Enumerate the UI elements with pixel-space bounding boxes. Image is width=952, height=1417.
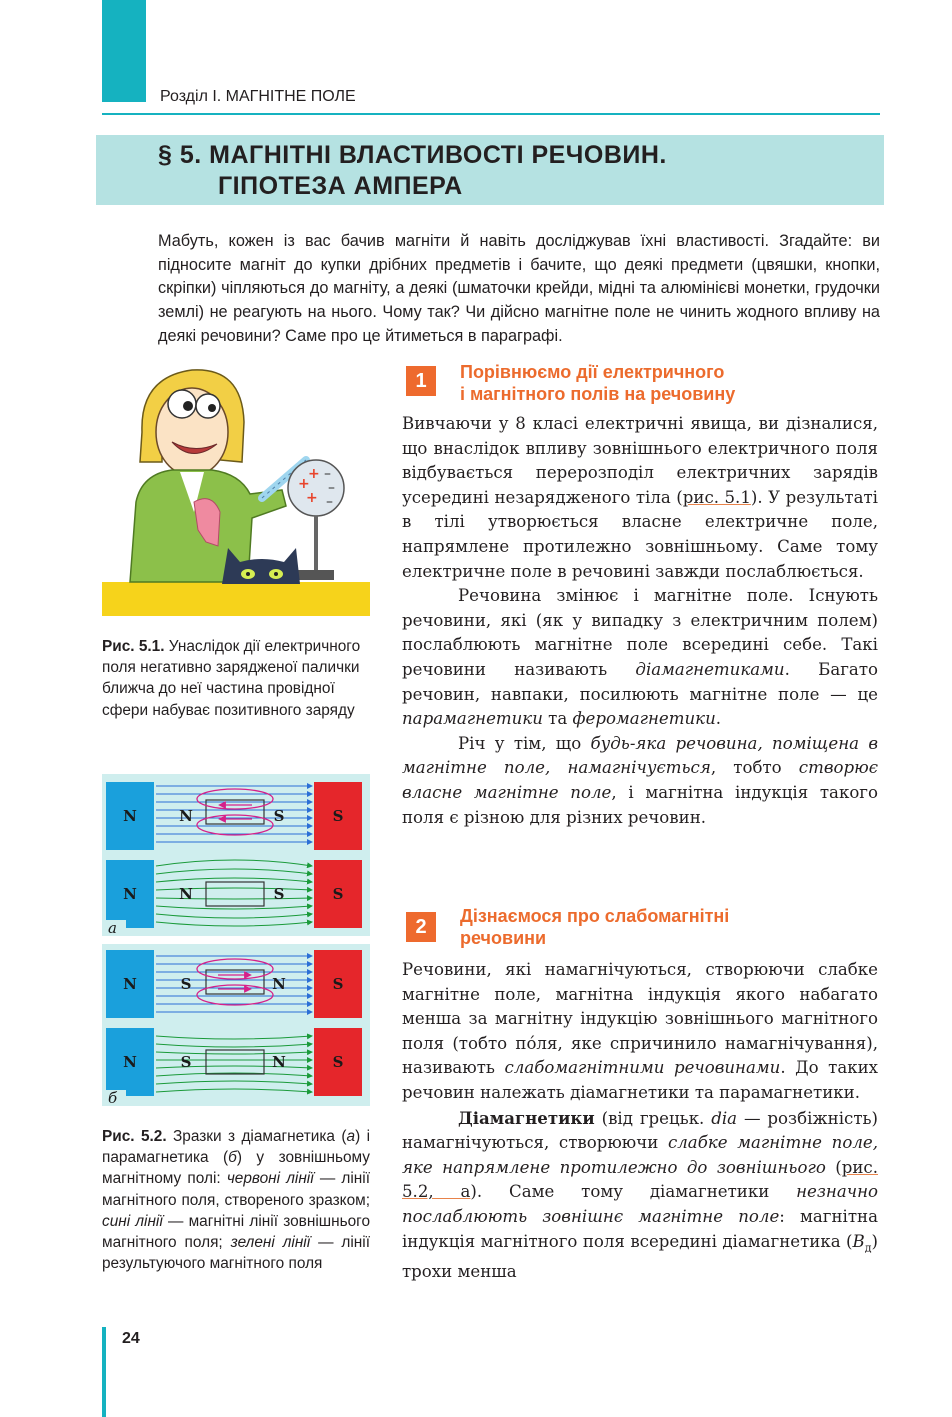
fig-5-1-illustration: [102, 362, 370, 616]
section-1-paragraph-2: Речовина змінює і магнітне поле. Існують речовини, які (як у випадку з електричним полем) послаблюють магнітне поле всередині себе. Такі речовини називають діамагнетиками. Багато речовин, навпаки, посилюють магнітне поле — це парамагнетики та феромагнетики.: [402, 586, 878, 729]
sample-label-s: S: [273, 885, 285, 903]
section-1-paragraph-1: Вивчаючи у 8 класі електричні явища, ви дізналися, що внаслідок впливу зовнішнього електричного поля відбувається перерозподіл електричних зарядів усередині незарядженого тіла (рис. 5.1). У результаті в тілі утворюється власне електричне поле, напрямлене протилежно зовнішньому. Саме тому електричне поле в речовині завжди послаблюється.: [402, 414, 878, 581]
chapter-header: Розділ І. МАГНІТНЕ ПОЛЕ: [160, 88, 356, 105]
fig-5-2-reference-link[interactable]: рис. 5.2, а: [402, 1157, 878, 1202]
panel-a-label: а: [108, 919, 117, 937]
section-1-title: Порівнюємо дії електричного і магнітного полів на речовину: [460, 362, 736, 404]
svg-text:+: +: [308, 466, 320, 482]
magnet-label-s: S: [332, 885, 344, 903]
fig-5-1-caption: [102, 636, 370, 721]
chapter-tab: [102, 0, 146, 102]
fig-5-1-reference-link[interactable]: рис. 5.1: [682, 487, 751, 507]
fig-5-2-caption: Рис. 5.2. Зразки з діамагнетика (а) і парамагнетика (б) у зовнішньому магнітному полі: червоні лінії — лінії магнітного поля, створеного зразком; сині лінії — магнітні лінії зовнішнього магнітного поля; зелені лінії — лінії результуючого магнітного поля: [102, 1128, 371, 1273]
magnet-label-s: S: [332, 807, 344, 825]
sample-label-n: N: [272, 1053, 286, 1071]
page-number-bar: [102, 1327, 106, 1417]
page-number: 24: [122, 1330, 140, 1347]
header-rule: [102, 113, 880, 115]
fig-5-1-text: Унаслідок дії електричного поля негативно зарядженої палички ближча до неї частина провідної сфери набуває позитивного заряду: [102, 638, 361, 719]
magnet-label-s: S: [332, 975, 344, 993]
sample-label-n: N: [179, 807, 193, 825]
panel-b-label: б: [108, 1089, 118, 1106]
svg-text:+: +: [306, 490, 318, 506]
section-title-line2: ГІПОТЕЗА АМПЕРА: [218, 172, 463, 200]
fig-5-2-label: Рис. 5.2.: [102, 1128, 167, 1145]
svg-text:+: +: [298, 476, 310, 492]
section-2-badge: 2: [406, 912, 436, 942]
section-2-body: [402, 958, 878, 1285]
svg-text:–: –: [324, 466, 331, 482]
magnet-label-n: N: [123, 975, 137, 993]
section-1-paragraph-3: Річ у тім, що будь-яка речовина, поміщена в магнітне поле, намагнічується, тобто створює власне магнітне поле, і магнітна індукція такого поля є різною для різних речовин.: [402, 733, 878, 827]
fig-5-2-diagram: [102, 774, 370, 1106]
sample-label-n: N: [179, 885, 193, 903]
section-title-line1: § 5. МАГНІТНІ ВЛАСТИВОСТІ РЕЧОВИН.: [158, 141, 667, 169]
sample-label-n: N: [272, 975, 286, 993]
section-2-title: Дізнаємося про слабомагнітні речовини: [460, 906, 730, 948]
sample-label-s: S: [180, 1053, 192, 1071]
section-2-paragraph-2: Діамагнетики (від грецьк. dia — розбіжність) намагнічуються, створюючи слабке магнітне поле, яке напрямлене протилежно до зовнішнього (рис. 5.2, а). Саме тому діамагнетики незначно послаблюють зовнішнє магнітне поле: магнітна індукція магнітного поля всередині діамагнетика $(B_д)$ трохи менша: [402, 1107, 879, 1282]
section-1-badge: 1: [406, 366, 436, 396]
magnet-label-n: N: [123, 1053, 137, 1071]
magnet-label-n: N: [123, 885, 137, 903]
fig-5-1-label: Рис. 5.1.: [102, 638, 165, 655]
section-2-paragraph-1: Речовини, які намагнічуються, створюючи слабке магнітне поле, магнітна індукція якого набагато менша за магнітну індукцію зовнішнього магнітного поля (тобто по́ля, яке спричинило намагнічування), називають слабомагнітними речовинами. До таких речовин належать діамагнетики та парамагнетики.: [402, 960, 878, 1102]
magnet-label-n: N: [123, 807, 137, 825]
svg-text:–: –: [326, 494, 333, 510]
intro-paragraph: Мабуть, кожен із вас бачив магніти й навіть досліджував їхні властивості. Згадайте: ви підносите магніт до купки дрібних предметів і бачите, що деякі предмети (цвяшки, кнопки, скріпки) чіпляються до магніту, а деякі (шматочки крейди, мідні та алюмінієві монетки, грудочки землі) не реагують на нього. Чому так? Чи дійсно магнітне поле не чинить жодного впливу на деякі речовини? Саме про це йтиметься в параграфі.: [158, 232, 880, 345]
sample-label-s: S: [273, 807, 285, 825]
section-1-body: [402, 412, 878, 830]
sample-label-s: S: [180, 975, 192, 993]
svg-text:–: –: [328, 480, 335, 496]
magnet-label-s: S: [332, 1053, 344, 1071]
